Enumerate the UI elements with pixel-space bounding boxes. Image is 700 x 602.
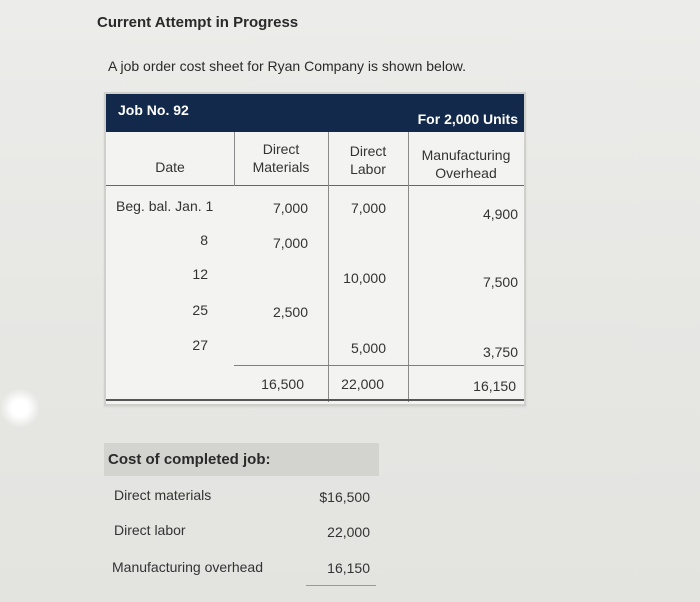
job-number: Job No. 92 xyxy=(118,102,189,118)
row-dl-value: 10,000 xyxy=(343,270,386,286)
row-dm-value: 7,000 xyxy=(272,235,308,251)
job-cost-sheet xyxy=(104,92,526,406)
col-divider xyxy=(408,132,409,402)
cost-label-direct-labor: Direct labor xyxy=(114,522,186,538)
row-dm-value: 2,500 xyxy=(272,304,308,320)
intro-text: A job order cost sheet for Ryan Company is shown below. xyxy=(108,58,466,74)
col-header-manufacturing-overhead: Manufacturing Overhead xyxy=(421,147,511,181)
col-header-direct-labor: Direct Labor xyxy=(349,143,387,177)
row-date: 12 xyxy=(192,266,208,282)
totals-divider xyxy=(234,365,524,366)
cost-value-direct-materials: $16,500 xyxy=(319,489,370,505)
row-mo-value: 4,900 xyxy=(482,206,518,222)
row-mo-value: 7,500 xyxy=(482,274,518,290)
units-label: For 2,000 Units xyxy=(417,111,518,127)
header-divider xyxy=(106,185,524,186)
col-header-date: Date xyxy=(155,159,185,175)
cost-completed-header: Cost of completed job: xyxy=(104,443,379,476)
row-date: 8 xyxy=(200,232,208,248)
cost-label-manufacturing-overhead: Manufacturing overhead xyxy=(112,559,263,575)
col-divider xyxy=(328,132,329,402)
photo-glare xyxy=(0,388,40,428)
cost-value-direct-labor: 22,000 xyxy=(327,524,370,540)
total-mo: 16,150 xyxy=(473,378,516,394)
row-date: 25 xyxy=(192,302,208,318)
row-dm-value: 7,000 xyxy=(272,200,308,216)
row-date: 27 xyxy=(192,337,208,353)
row-dl-value: 5,000 xyxy=(350,340,386,356)
total-dl: 22,000 xyxy=(341,376,384,392)
cost-value-manufacturing-overhead: 16,150 xyxy=(327,560,370,576)
table-bottom-rule xyxy=(106,399,524,401)
row-mo-value: 3,750 xyxy=(482,344,518,360)
row-dl-value: 7,000 xyxy=(350,200,386,216)
total-dm: 16,500 xyxy=(261,376,304,392)
col-divider xyxy=(234,132,235,186)
col-header-direct-materials: Direct Materials xyxy=(252,141,310,175)
row-date: Beg. bal. Jan. 1 xyxy=(116,198,214,214)
sheet-header-bar xyxy=(106,94,524,132)
attempt-header: Current Attempt in Progress xyxy=(97,14,299,31)
cost-label-direct-materials: Direct materials xyxy=(114,487,212,503)
subtotal-underline xyxy=(306,585,376,586)
